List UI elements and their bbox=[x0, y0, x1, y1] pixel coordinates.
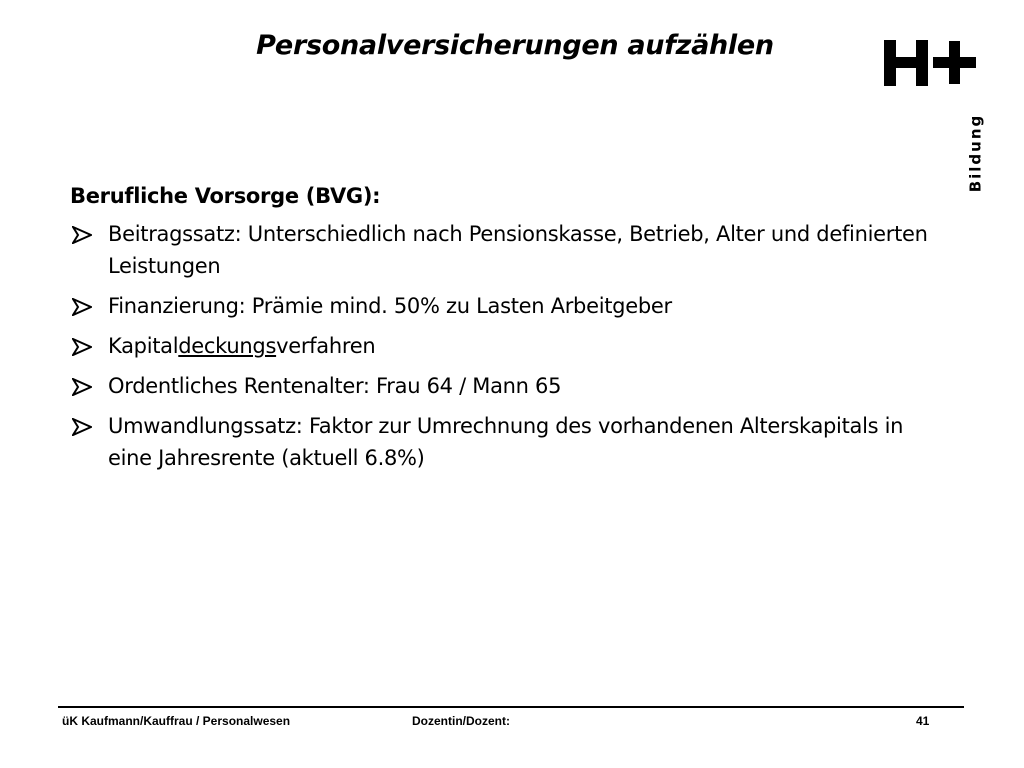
arrow-bullet-icon bbox=[72, 298, 92, 316]
list-item-text: Ordentliches Rentenalter: Frau 64 / Mann 65 bbox=[108, 374, 562, 398]
arrow-bullet-icon bbox=[72, 226, 92, 244]
list-item-text-suffix: verfahren bbox=[276, 334, 376, 358]
arrow-bullet-icon bbox=[72, 418, 92, 436]
list-item-text-prefix: Kapital bbox=[108, 334, 179, 358]
section-heading: Berufliche Vorsorge (BVG): bbox=[70, 184, 381, 208]
list-item bbox=[70, 370, 950, 402]
h-plus-bildung-logo bbox=[884, 40, 985, 193]
list-item-text: Finanzierung: Prämie mind. 50% zu Lasten Arbeitgeber bbox=[108, 294, 672, 318]
list-item bbox=[70, 290, 950, 322]
slide-content bbox=[70, 184, 950, 482]
footer-lecturer-label: Dozentin/Dozent: bbox=[412, 714, 510, 728]
page-number: 41 bbox=[916, 714, 930, 728]
footer-course: üK Kaufmann/Kauffrau / Personalwesen bbox=[62, 714, 291, 728]
page-title: Personalversicherungen aufzählen bbox=[256, 30, 774, 61]
arrow-bullet-icon bbox=[72, 338, 92, 356]
h-plus-logo-icon bbox=[884, 40, 976, 86]
list-item bbox=[70, 330, 950, 362]
logo-wordmark: Bildung bbox=[966, 113, 985, 193]
arrow-bullet-icon bbox=[72, 378, 92, 396]
list-item-text: Umwandlungssatz: Faktor zur Umrechnung des vorhandenen Alterskapitals in eine Jahresrente (aktuell 6.8%) bbox=[108, 414, 904, 470]
bullet-list bbox=[70, 218, 950, 474]
list-item bbox=[70, 218, 950, 282]
list-item-text: Beitragssatz: Unterschiedlich nach Pensionskasse, Betrieb, Alter und definierten Leistungen bbox=[108, 222, 928, 278]
underlined-word: deckungs bbox=[178, 334, 277, 358]
footer-divider bbox=[58, 706, 964, 708]
list-item bbox=[70, 410, 950, 474]
